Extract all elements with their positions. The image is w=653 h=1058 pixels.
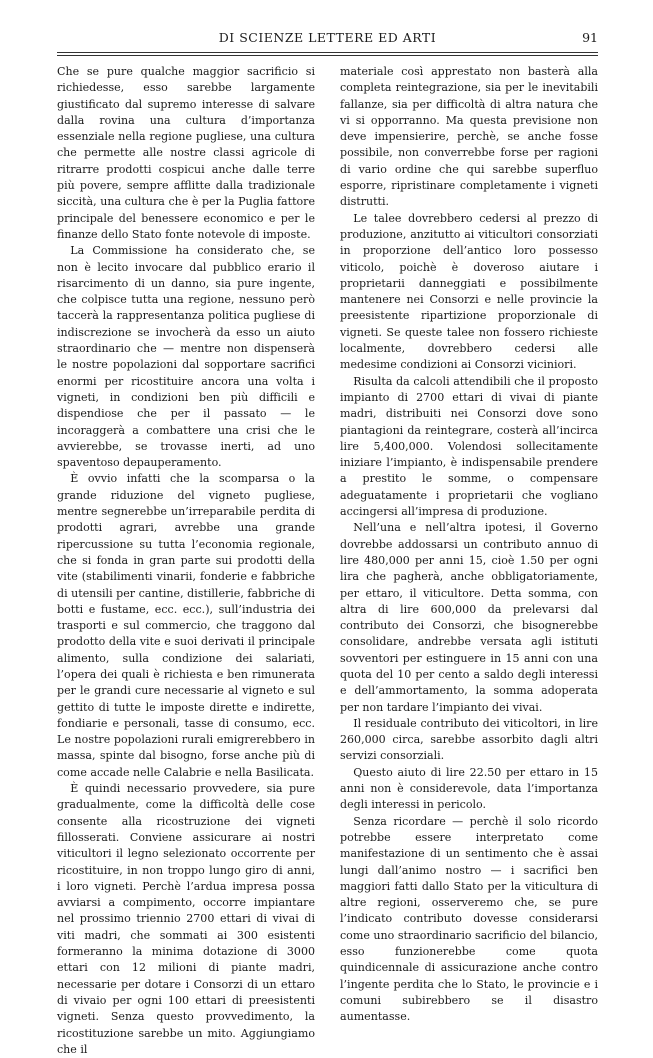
page-number: 91 [582,30,598,45]
header-rule-bottom [57,55,598,56]
paragraph: Il residuale contributo dei viticoltori, in lire 260,000 circa, sarebbe assorbito dagli altri servizi consorziali. [340,716,598,763]
paragraph: Nell’una e nell’altra ipotesi, il Governo dovrebbe addossarsi un contributo annuo di lire 480,000 per anni 15, cioè 1.50 per ogni lira che pagherà, anche obbligatoriamente, per ettaro, il viticultore. Detta somma, con altra di lire 600,000 da prelevarsi dal contributo dei Consorzi, che bisognerebbe consolidare, andrebbe versata agli istituti sovventori per estinguere in 15 anni con una quota del 10 per cento a saldo degli interessi e dell’ammortamento, la somma adoperata per non tardare l’impianto dei vivai. [340,521,598,714]
paragraph: È ovvio infatti che la scomparsa o la grande riduzione del vigneto pugliese, mentre segnerebbe un’irreparabile perdita di prodotti agrari, avrebbe una grande ripercussione su tutta l’economia regionale, che si fonda in gran parte sui prodotti della vite (stabilimenti vinarii, fonderie e fabbriche di utensili per cantine, distillerie, fabbriche di botti e fustame, ecc. ecc.), sull’industria dei trasporti e sul commercio, che traggono dal prodotto della vite e suoi derivati il principale alimento, sulla condizione dei salariati, l’opera dei quali è richiesta e ben rimunerata per le grandi cure necessarie al vigneto e sul gettito di tutte le imposte dirette e indirette, fondiarie e personali, tasse di consumo, ecc. Le nostre popolazioni rurali emigrerebbero in massa, spinte dal bisogno, forse anche più di come accade nelle Calabrie e nella Basilicata. [57,472,315,779]
running-title: DI SCIENZE LETTERE ED ARTI [218,30,437,45]
paragraph: Senza ricordare — perchè il solo ricordo potrebbe essere interpretato come manifestazione di un sentimento che è assai lungi dall’animo nostro — i sacrifici ben maggiori fatti dallo Stato per la viticultura di altre regioni, osserveremo che, se pure l’indicato contributo dovesse considerarsi come uno straordinario sacrificio del bilancio, esso funzionerebbe come quota quindicennale di assicurazione anche contro l’ingente perdita che lo Stato, le provincie e i comuni subirebbero se il disastro aumentasse. [340,814,598,1024]
paragraph: La Commissione ha considerato che, se non è lecito invocare dal pubblico erario il risarcimento di un danno, sia pure ingente, che colpisce tutta una regione, nessuno però taccerà la rappresentanza politica pugliese di indiscrezione se invocherà da esso un aiuto straordinario che — mentre non dispenserà le nostre popolazioni dal sopportare sacrifici enormi per ricostituire ancora una volta i vigneti, in condizioni ben più difficili e dispendiose che per il passato — le incoraggerà a combattere una crisi che le avvierebbe, se trovasse inerti, ad uno spaventoso depauperamento. [57,244,315,470]
paragraph: Questo aiuto di lire 22.50 per ettaro in 15 anni non è considerevole, data l’importanza degli interessi in pericolo. [340,765,598,812]
paragraph: Le talee dovrebbero cedersi al prezzo di produzione, anzitutto ai viticultori consorziati in proporzione dell’antico loro possesso viticolo, poichè è doveroso aiutare i proprietarii danneggiati e possibilmente mantenere nei Consorzi e nelle provincie la preesistente ripartizione proporzionale di vigneti. Se queste talee non fossero richieste localmente, dovrebbero cedersi alle medesime condizioni ai Consorzi viciniori. [340,211,598,372]
paragraph: Che se pure qualche maggior sacrificio si richiedesse, esso sarebbe largamente giustificato dal supremo interesse di salvare dalla rovina una cultura d’importanza essenziale nella regione pugliese, una cultura che permette alle nostre classi agricole di ritrarre prodotti cospicui anche dalle terre più povere, sempre afflitte dalla tradizionale siccità, una cultura che è per la Puglia fattore principale del benessere economico e per le finanze dello Stato fonte notevole di imposte. [57,65,315,241]
header-rule-top [57,52,598,53]
paragraph: materiale così apprestato non basterà alla completa reintegrazione, sia per le inevitabili fallanze, sia per difficoltà di altra natura che vi si opporranno. Ma questa previsione non deve impensierire, perchè, se anche fosse possibile, non converrebbe forse per ragioni di vario ordine che qui sarebbe superfluo esporre, ripristinare completamente i vigneti distrutti. [340,65,598,209]
paragraph: Risulta da calcoli attendibili che il proposto impianto di 2700 ettari di vivai di piante madri, distribuiti nei Consorzi dove sono piantagioni da reintegrare, costerà all’incirca lire 5,400,000. Volendosi sollecitamente iniziare l’impianto, è indispensabile prendere a prestito le somme, o compensare adeguatamente i proprietarii che vogliano accingersi all’impresa di produzione. [340,374,598,519]
paragraph: È quindi necessario provvedere, sia pure gradualmente, come la difficoltà delle cose consente alla ricostruzione dei vigneti fillosserati. Conviene assicurare ai nostri viticultori il legno selezionato occorrente per ricostituire, in non troppo lungo giro di anni, i loro vigneti. Perchè l’ardua impresa possa avviarsi a compimento, occorre impiantare nel prossimo triennio 2700 ettari di vivai di viti madri, che sommati ai 300 esistenti formeranno la minima dotazione di 3000 ettari con 12 milioni di piante madri, necessarie per dotare i Consorzi di un ettaro di vivaio per ogni 100 ettari di preesistenti vigneti. Senza questo provvedimento, la ricostituzione sarebbe un mito. Aggiungiamo che il [57,782,315,1056]
right-column [340,64,598,1026]
left-column [57,64,315,1058]
page-header [57,30,598,48]
